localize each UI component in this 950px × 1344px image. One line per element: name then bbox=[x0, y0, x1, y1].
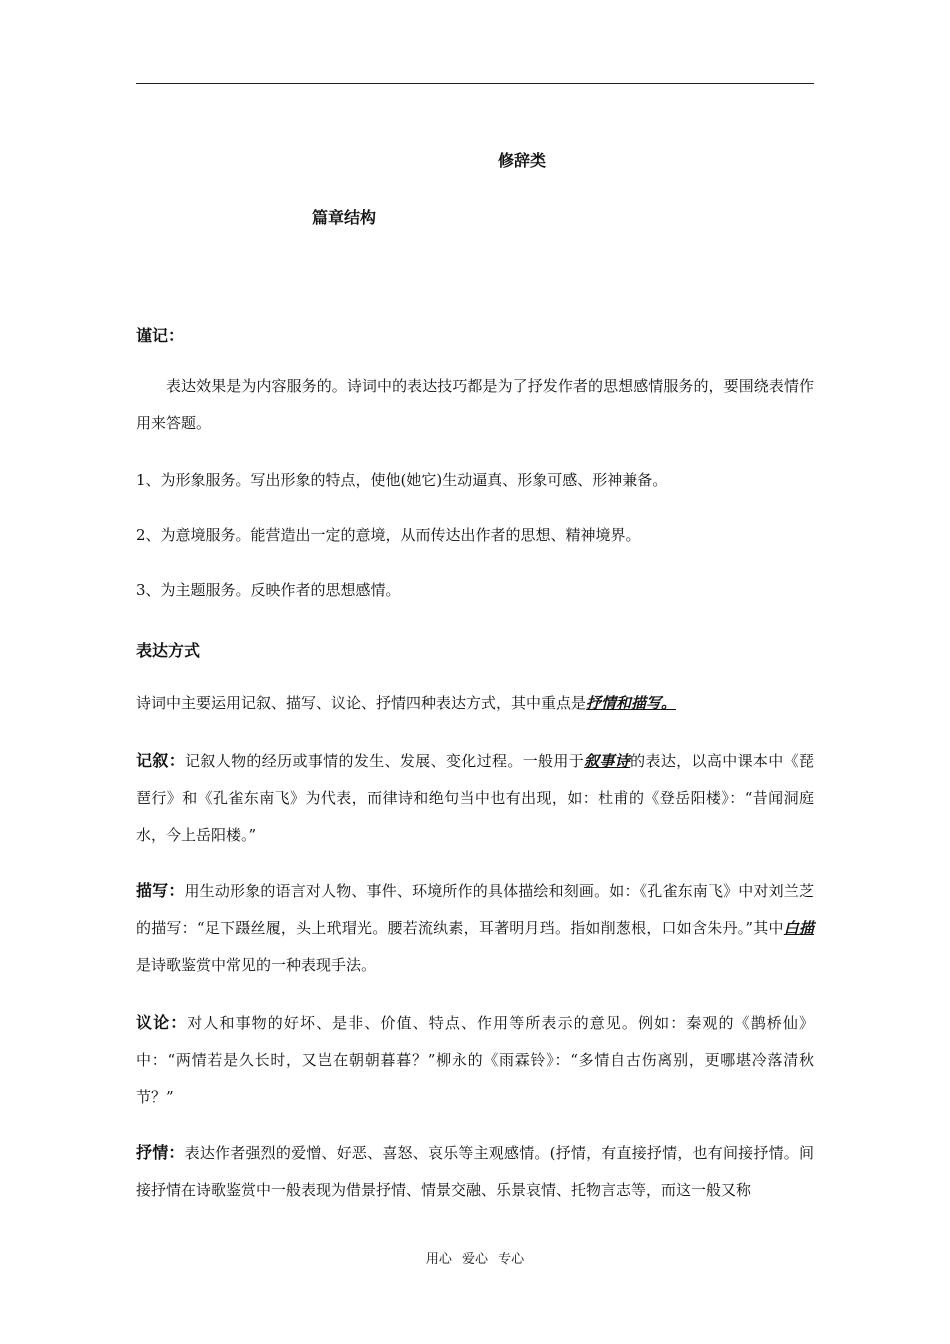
narration-text-2: 的表达，以高中课本中《琵琶行》和《孔雀东南飞》为代表，而律诗和绝句当中也有出现，如：杜甫的《登岳阳楼》：“昔闻洞庭水，今上岳阳楼。” bbox=[136, 752, 814, 844]
header-rule bbox=[136, 83, 814, 84]
methods-heading: 表达方式 bbox=[136, 641, 201, 660]
lyric-paragraph bbox=[136, 1134, 814, 1209]
page-footer: 用心 爱心 专心 bbox=[425, 1252, 525, 1267]
argument-text: 对人和事物的好坏、是非、价值、特点、作用等所表示的意见。例如：秦观的《鹊桥仙》中：“两情若是久长时，又岂在朝朝暮暮？”柳永的《雨霖铃》：“多情自古伤离别，更哪堪冷落清秋节？” bbox=[136, 1014, 814, 1106]
point-2: 2、为意境服务。能营造出一定的意境，从而传达出作者的思想、精神境界。 bbox=[136, 526, 641, 544]
narration-paragraph bbox=[136, 742, 814, 854]
lyric-text: 表达作者强烈的爱憎、好恶、喜怒、哀乐等主观感情。(抒情，有直接抒情，也有间接抒情。间接抒情在诗歌鉴赏中一般表现为借景抒情、情景交融、乐景哀情、托物言志等，而这一般又称 bbox=[136, 1144, 814, 1199]
point-1: 1、为形象服务。写出形象的特点，使他(她它)生动逼真、形象可感、形神兼备。 bbox=[136, 471, 668, 489]
point-3: 3、为主题服务。反映作者的思想感情。 bbox=[136, 581, 401, 599]
description-paragraph bbox=[136, 872, 814, 984]
page-title: 修辞类 bbox=[498, 151, 547, 170]
narration-label: 记叙： bbox=[136, 751, 186, 770]
intro-paragraph: 表达效果是为内容服务的。诗词中的表达技巧都是为了抒发作者的思想感情服务的，要围绕表情作用来答题。 bbox=[136, 377, 814, 432]
argument-label: 议论： bbox=[136, 1013, 188, 1032]
description-text-1: 用生动形象的语言对人物、事件、环境所作的具体描绘和刻画。如：《孔雀东南飞》中对刘兰芝的描写：“足下蹑丝履，头上玳瑁光。腰若流纨素，耳著明月珰。指如削葱根，口如含朱丹。”其中 bbox=[136, 882, 814, 937]
argument-paragraph bbox=[136, 1004, 814, 1116]
methods-intro bbox=[136, 685, 814, 722]
methods-intro-text: 诗词中主要运用记叙、描写、议论、抒情四种表达方式，其中重点是 bbox=[136, 694, 587, 712]
narration-emphasis: 叙事诗 bbox=[584, 752, 631, 770]
section-title: 篇章结构 bbox=[312, 208, 377, 227]
description-text-2: 是诗歌鉴赏中常见的一种表现手法。 bbox=[136, 956, 377, 974]
description-label: 描写： bbox=[136, 881, 185, 900]
lyric-label: 抒情： bbox=[136, 1143, 185, 1162]
narration-text-1: 记叙人物的经历或事情的发生、发展、变化过程。一般用于 bbox=[185, 752, 585, 770]
methods-intro-emphasis: 抒情和描写。 bbox=[586, 694, 677, 712]
remember-label: 谨记： bbox=[136, 326, 185, 345]
description-emphasis: 白描 bbox=[783, 919, 814, 937]
